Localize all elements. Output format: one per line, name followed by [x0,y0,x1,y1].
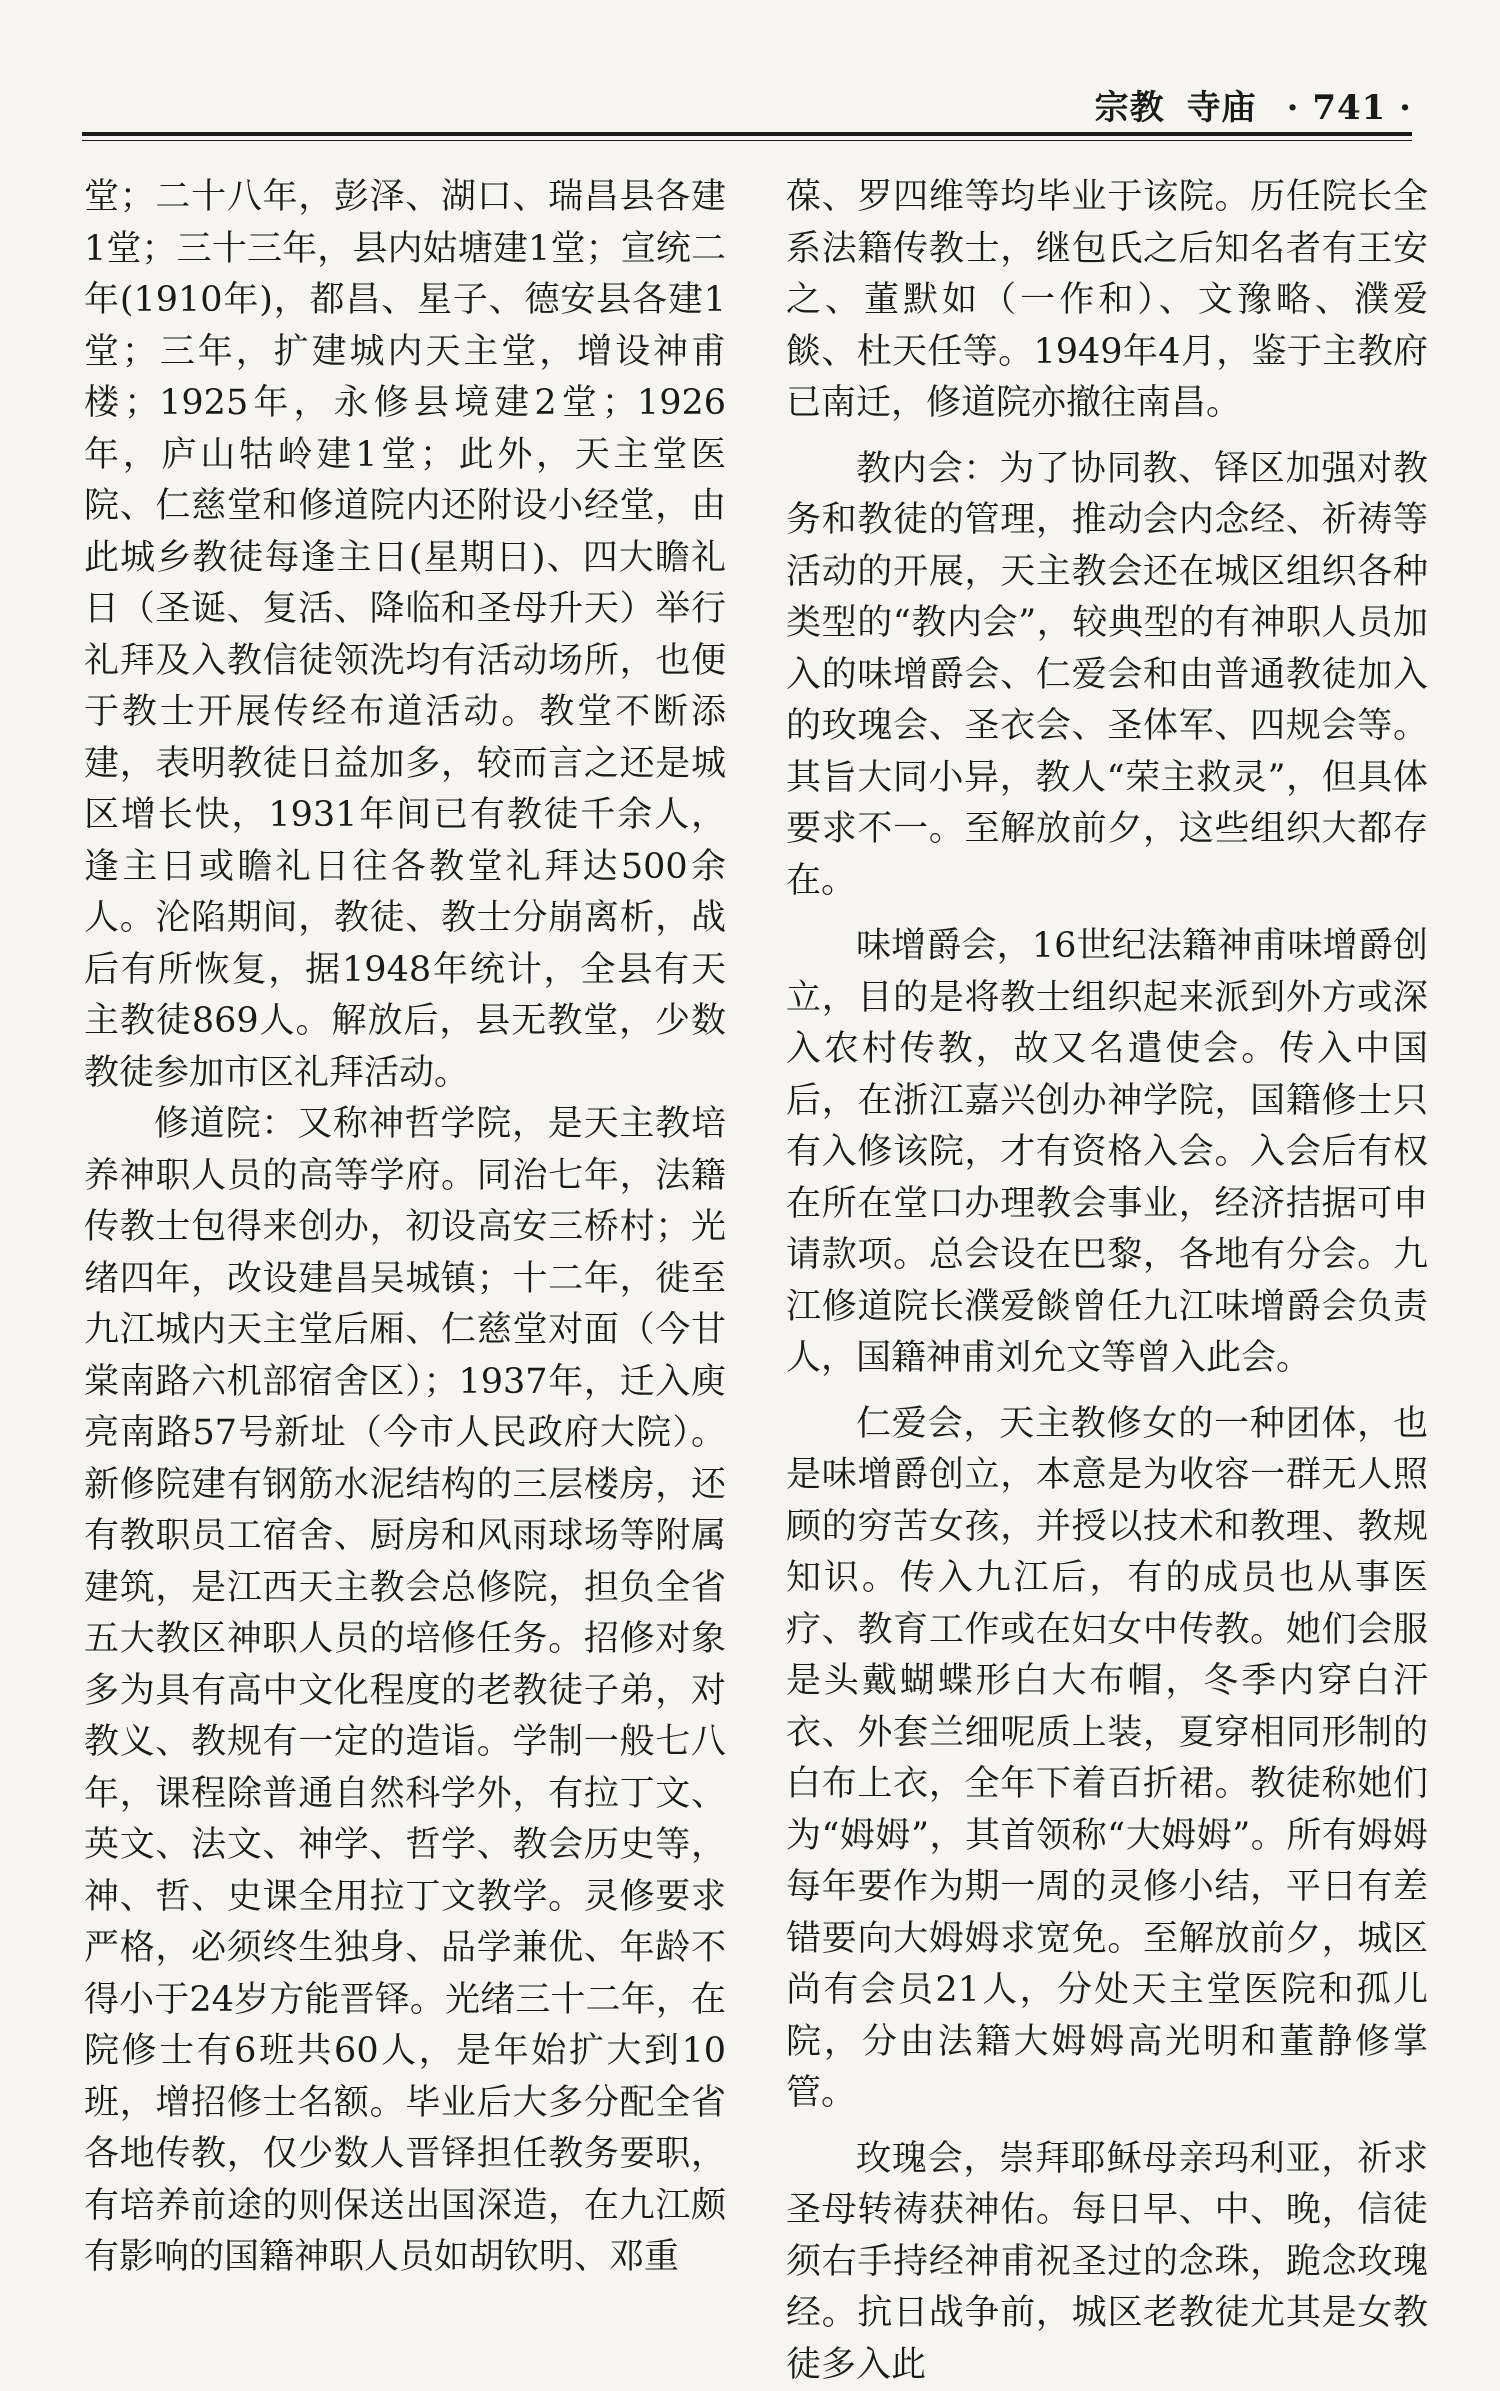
paragraph: 味增爵会，16世纪法籍神甫味增爵创立，目的是将教士组织起来派到外方或深入农村传教，故又名遣使会。传入中国后，在浙江嘉兴创办神学院，国籍修士只有入修该院，才有资格入会。入会后有权在所在堂口办理教会事业，经济拮据可申请款项。总会设在巴黎，各地有分会。九江修道院长濮爱餤曾任九江味增爵会负责人，国籍神甫刘允文等曾入此会。 [786,921,1428,1385]
paragraph: 玫瑰会，崇拜耶稣母亲玛利亚，祈求圣母转祷获神佑。每日早、中、晚，信徒须右手持经神甫祝圣过的念珠，跪念玫瑰经。抗日战争前，城区老教徒尤其是女教徒多入此 [786,2134,1428,2391]
header-subsection: 寺庙 [1187,88,1257,128]
page-header [82,80,1412,140]
paragraph: 教内会：为了协同教、铎区加强对教务和教徒的管理，推动会内念经、祈祷等活动的开展，天主教会还在城区组织各种类型的“教内会”，较典型的有神职人员加入的味增爵会、仁爱会和由普通教徒加入的玫瑰会、圣衣会、圣体军、四规会等。其旨大同小异，教人“荣主救灵”，但具体要求不一。至解放前夕，这些组织大都存在。 [786,444,1428,908]
paragraph: 堂；二十八年，彭泽、湖口、瑞昌县各建1堂；三十三年，县内姑塘建1堂；宣统二年(1910年)，都昌、星子、德安县各建1堂；三年，扩建城内天主堂，增设神甫楼；1925年，永修县境建2堂；1926年，庐山牯岭建1堂；此外，天主堂医院、仁慈堂和修道院内还附设小经堂，由此城乡教徒每逢主日(星期日)、四大瞻礼日（圣诞、复活、降临和圣母升天）举行礼拜及入教信徒领洗均有活动场所，也便于教士开展传经布道活动。教堂不断添建，表明教徒日益加多，较而言之还是城区增长快，1931年间已有教徒千余人，逢主日或瞻礼日往各教堂礼拜达500余人。沦陷期间，教徒、教士分崩离析，战后有所恢复，据1948年统计，全县有天主教徒869人。解放后，县无教堂，少数教徒参加市区礼拜活动。 [84,172,726,1099]
left-column [84,172,726,2284]
paragraph: 修道院：又称神哲学院，是天主教培养神职人员的高等学府。同治七年，法籍传教士包得来创办，初设高安三桥村；光绪四年，改设建昌吴城镇；十二年，徙至九江城内天主堂后厢、仁慈堂对面（今甘棠南路六机部宿舍区）；1937年，迁入庾亮南路57号新址（今市人民政府大院）。新修院建有钢筋水泥结构的三层楼房，还有教职员工宿舍、厨房和风雨球场等附属建筑，是江西天主教会总修院，担负全省五大教区神职人员的培修任务。招修对象多为具有高中文化程度的老教徒子弟，对教义、教规有一定的造诣。学制一般七八年，课程除普通自然科学外，有拉丁文、英文、法文、神学、哲学、教会历史等，神、哲、史课全用拉丁文教学。灵修要求严格，必须终生独身、品学兼优、年龄不得小于24岁方能晋铎。光绪三十二年，在院修士有6班共60人，是年始扩大到10班，增招修士名额。毕业后大多分配全省各地传教，仅少数人晋铎担任教务要职，有培养前途的则保送出国深造，在九江颇有影响的国籍神职人员如胡钦明、邓重 [84,1099,726,2284]
header-section: 宗教 [1095,88,1165,128]
paragraph: 仁爱会，天主教修女的一种团体，也是味增爵创立，本意是为收容一群无人照顾的穷苦女孩，并授以技术和教理、教规知识。传入九江后，有的成员也从事医疗、教育工作或在妇女中传教。她们会服是头戴蝴蝶形白大布帽，冬季内穿白汗衣、外套兰细呢质上装，夏穿相同形制的白布上衣，全年下着百折裙。教徒称她们为“姆姆”，其首领称“大姆姆”。所有姆姆每年要作为期一周的灵修小结，平日有差错要向大姆姆求宽免。至解放前夕，城区尚有会员21人，分处天主堂医院和孤儿院，分由法籍大姆姆高光明和董静修掌管。 [786,1399,1428,2120]
header-rule-thin [82,140,1412,141]
header-rule-thick [82,132,1412,136]
page-number: · 741 · [1287,88,1412,128]
paragraph: 葆、罗四维等均毕业于该院。历任院长全系法籍传教士，继包氏之后知名者有王安之、董默如（一作和）、文豫略、濮爱餤、杜天任等。1949年4月，鉴于主教府已南迁，修道院亦撤往南昌。 [786,172,1428,430]
right-column [786,172,1428,2391]
